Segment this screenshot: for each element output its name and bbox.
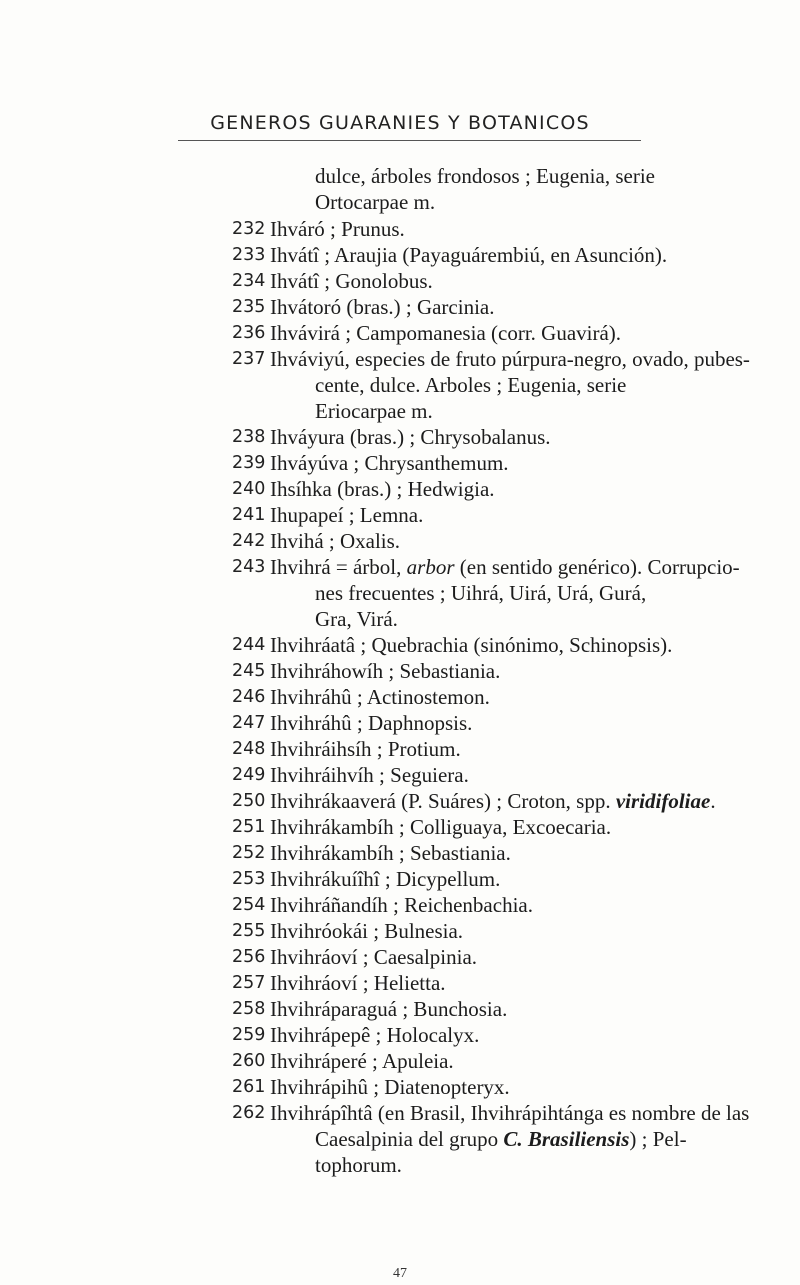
entry-text: Ihvátî ; Araujia (Payaguárembiú, en Asunción). — [270, 243, 668, 267]
list-item — [0, 346, 800, 424]
entry-text: Ihvávirá ; Campomanesia (corr. Guavirá). — [270, 321, 622, 345]
entry-number: 242 — [232, 531, 266, 551]
entry-number: 256 — [232, 947, 266, 967]
list-item — [0, 1022, 800, 1048]
entry-number: 235 — [232, 297, 266, 317]
entry-number: 251 — [232, 817, 266, 837]
entry-text: Ihvihrákuíîhî ; Dicypellum. — [270, 867, 501, 891]
entry-text: Ihváyura (bras.) ; Chrysobalanus. — [270, 425, 551, 449]
entry-number: 252 — [232, 843, 266, 863]
entry-number: 237 — [232, 349, 266, 369]
list-item — [0, 294, 800, 320]
entry-number: 254 — [232, 895, 266, 915]
entry-number: 232 — [232, 219, 266, 239]
entry-continuation: tophorum. — [315, 1153, 402, 1177]
entry-text: Ihváviyú, especies de fruto púrpura-negro, ovado, pubes- — [270, 347, 750, 371]
entry-text: Ihváró ; Prunus. — [270, 217, 405, 241]
list-item — [0, 996, 800, 1022]
list-item — [0, 554, 800, 632]
list-item — [0, 840, 800, 866]
list-item — [0, 970, 800, 996]
list-item — [0, 762, 800, 788]
list-item — [0, 736, 800, 762]
entry-continuation: Gra, Virá. — [315, 607, 398, 631]
list-item — [0, 684, 800, 710]
entry-continuation: cente, dulce. Arboles ; Eugenia, serie — [315, 373, 627, 397]
entry-text: Ihvihráhowíh ; Sebastiania. — [270, 659, 501, 683]
list-item — [0, 424, 800, 450]
entry-text: Ihvihrákambíh ; Colliguaya, Excoecaria. — [270, 815, 612, 839]
list-item — [0, 1100, 800, 1178]
entry-text: Ihvihá ; Oxalis. — [270, 529, 401, 553]
running-header: GENEROS GUARANIES Y BOTANICOS — [210, 112, 590, 134]
entry-number: 238 — [232, 427, 266, 447]
list-item — [0, 320, 800, 346]
entry-text: Ihvihrákambíh ; Sebastiania. — [270, 841, 511, 865]
list-item — [0, 892, 800, 918]
list-item — [0, 476, 800, 502]
entry-number: 261 — [232, 1077, 266, 1097]
list-item — [0, 814, 800, 840]
entry-number: 243 — [232, 557, 266, 577]
entry-number: 258 — [232, 999, 266, 1019]
list-item — [0, 1048, 800, 1074]
entry-number: 240 — [232, 479, 266, 499]
entry-text: Ihvátoró (bras.) ; Garcinia. — [270, 295, 495, 319]
entry-text: Ihvihrápîhtâ (en Brasil, Ihvihrápihtánga es nombre de las — [270, 1101, 750, 1125]
list-item — [0, 1074, 800, 1100]
continued-entry — [0, 163, 800, 215]
list-item — [0, 918, 800, 944]
entry-text: Ihvihráperé ; Apuleia. — [270, 1049, 454, 1073]
entry-continuation: nes frecuentes ; Uihrá, Uirá, Urá, Gurá, — [315, 581, 647, 605]
page-number: 47 — [393, 1266, 407, 1281]
list-item — [0, 450, 800, 476]
list-item — [0, 528, 800, 554]
entry-text: Ihvihráhû ; Daphnopsis. — [270, 711, 473, 735]
entry-continuation: Caesalpinia del grupo C. Brasiliensis) ; Pel- — [315, 1127, 687, 1151]
entry-text: Ihvihráñandíh ; Reichenbachia. — [270, 893, 533, 917]
entry-text: Ihvátî ; Gonolobus. — [270, 269, 433, 293]
entry-text: Ihvihráihsíh ; Protium. — [270, 737, 461, 761]
entry-number: 248 — [232, 739, 266, 759]
entry-text: Ihvihráoví ; Helietta. — [270, 971, 446, 995]
entry-number: 250 — [232, 791, 266, 811]
entry-number: 234 — [232, 271, 266, 291]
list-item — [0, 502, 800, 528]
entry-number: 246 — [232, 687, 266, 707]
list-item — [0, 216, 800, 242]
entry-number: 244 — [232, 635, 266, 655]
entry-number: 262 — [232, 1103, 266, 1123]
entry-number: 239 — [232, 453, 266, 473]
intro-line: Ortocarpae m. — [315, 190, 436, 214]
list-item — [0, 632, 800, 658]
entry-text: Ihvihráhû ; Actinostemon. — [270, 685, 490, 709]
entry-text: Ihvihráatâ ; Quebrachia (sinónimo, Schinopsis). — [270, 633, 673, 657]
entry-number: 260 — [232, 1051, 266, 1071]
list-item — [0, 242, 800, 268]
entry-list — [0, 216, 800, 1178]
entry-number: 255 — [232, 921, 266, 941]
entry-number: 233 — [232, 245, 266, 265]
list-item — [0, 944, 800, 970]
list-item — [0, 658, 800, 684]
entry-text: Ihvihróokái ; Bulnesia. — [270, 919, 464, 943]
entry-number: 247 — [232, 713, 266, 733]
list-item — [0, 788, 800, 814]
entry-text: Ihsíhka (bras.) ; Hedwigia. — [270, 477, 495, 501]
entry-number: 253 — [232, 869, 266, 889]
entry-number: 257 — [232, 973, 266, 993]
header-rule — [178, 140, 641, 141]
entry-number: 245 — [232, 661, 266, 681]
entry-text: Ihváyúva ; Chrysanthemum. — [270, 451, 509, 475]
entry-text: Ihvihrá = árbol, arbor (en sentido genérico). Corrupcio- — [270, 555, 740, 579]
entry-text: Ihvihrápihû ; Diatenopteryx. — [270, 1075, 510, 1099]
list-item — [0, 866, 800, 892]
entry-text: Ihupapeí ; Lemna. — [270, 503, 424, 527]
entry-text: Ihvihrákaaverá (P. Suáres) ; Croton, spp. viridifoliae. — [270, 789, 716, 813]
entry-text: Ihvihráoví ; Caesalpinia. — [270, 945, 478, 969]
intro-line: dulce, árboles frondosos ; Eugenia, serie — [315, 164, 655, 188]
list-item — [0, 710, 800, 736]
entry-text: Ihvihráparaguá ; Bunchosia. — [270, 997, 508, 1021]
list-item — [0, 268, 800, 294]
entry-text: Ihvihrápepê ; Holocalyx. — [270, 1023, 480, 1047]
entry-number: 236 — [232, 323, 266, 343]
entry-number: 249 — [232, 765, 266, 785]
entry-number: 241 — [232, 505, 266, 525]
entry-number: 259 — [232, 1025, 266, 1045]
entry-continuation: Eriocarpae m. — [315, 399, 433, 423]
entry-text: Ihvihráihvíh ; Seguiera. — [270, 763, 469, 787]
